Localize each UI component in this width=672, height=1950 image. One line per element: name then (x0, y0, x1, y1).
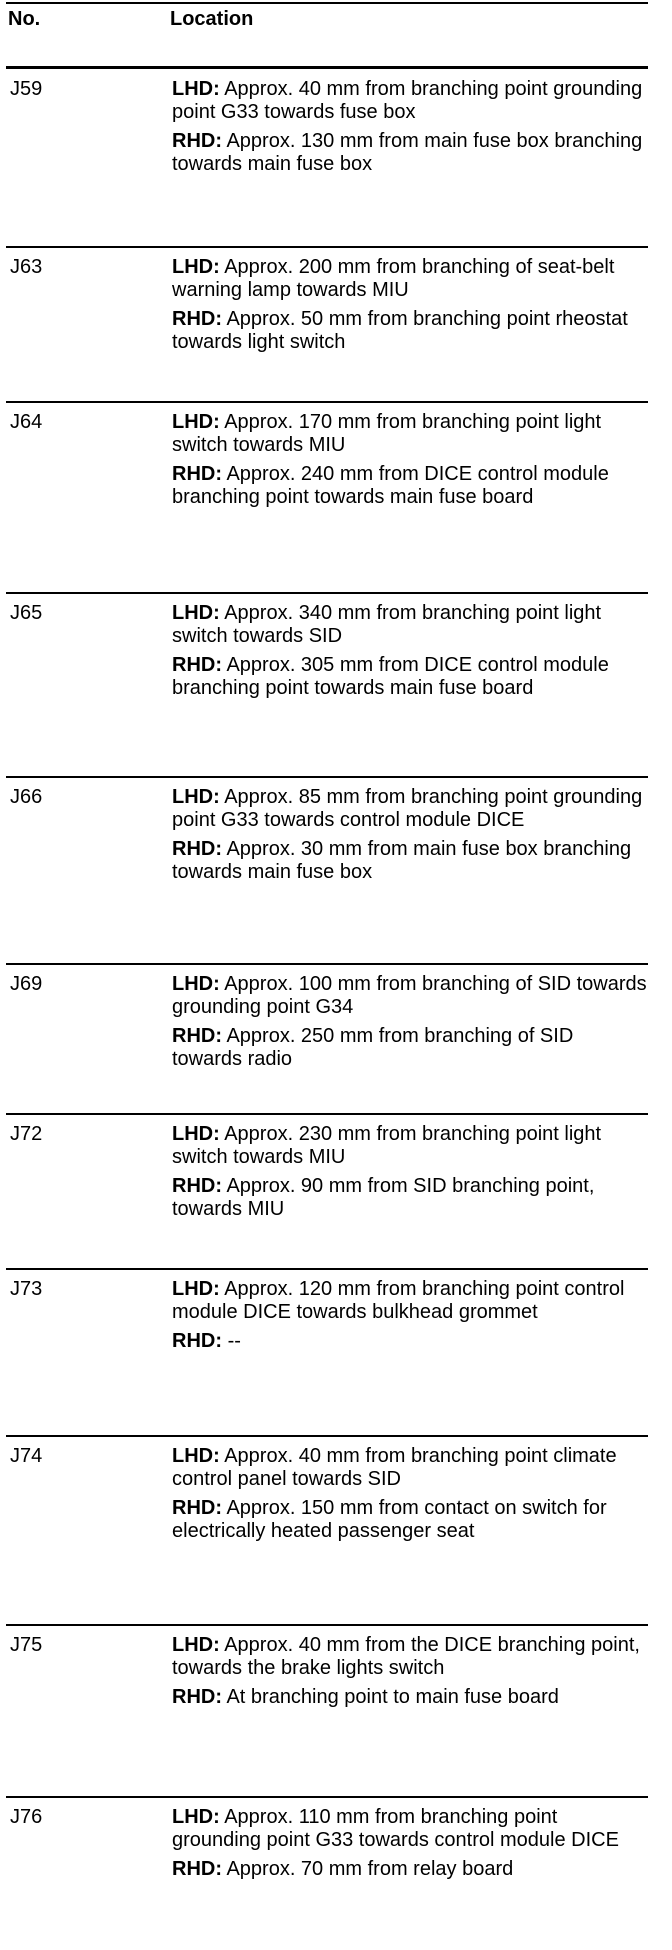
row-location (172, 602, 648, 706)
rhd-label: RHD: (172, 1330, 222, 1352)
lhd-label: LHD: (172, 602, 220, 624)
row-location (172, 1806, 648, 1887)
rhd-text: Approx. 150 mm from contact on switch for electrically heated passenger seat (172, 1497, 607, 1542)
rhd-description (172, 1686, 648, 1709)
row-number: J66 (10, 786, 43, 808)
lhd-text: Approx. 85 mm from branching point grounding point G33 towards control module DICE (172, 786, 643, 831)
lhd-label: LHD: (172, 411, 220, 433)
lhd-description (172, 1806, 648, 1852)
row-divider (6, 592, 648, 594)
row-location (172, 411, 648, 515)
rhd-description (172, 838, 648, 884)
rhd-description (172, 654, 648, 700)
row-number: J74 (10, 1445, 43, 1467)
row-number: J59 (10, 78, 43, 100)
rhd-text: Approx. 240 mm from DICE control module branching point towards main fuse board (172, 463, 609, 508)
row-number: J69 (10, 973, 43, 995)
lhd-description (172, 256, 648, 302)
rhd-description (172, 308, 648, 354)
row-number: J73 (10, 1278, 43, 1300)
row-location (172, 78, 648, 182)
row-divider (6, 963, 648, 965)
row-divider (6, 1796, 648, 1798)
lhd-text: Approx. 40 mm from the DICE branching point, towards the brake lights switch (172, 1634, 640, 1679)
lhd-text: Approx. 110 mm from branching point grounding point G33 towards control module DICE (172, 1806, 619, 1851)
lhd-label: LHD: (172, 256, 220, 278)
lhd-label: LHD: (172, 1123, 220, 1145)
rhd-label: RHD: (172, 1175, 222, 1197)
lhd-label: LHD: (172, 973, 220, 995)
rhd-description (172, 1175, 648, 1221)
row-location (172, 1123, 648, 1227)
header-bottom-rule (6, 66, 648, 69)
rhd-label: RHD: (172, 1497, 222, 1519)
lhd-description (172, 602, 648, 648)
lhd-description (172, 1278, 648, 1324)
row-number: J75 (10, 1634, 43, 1656)
row-divider (6, 246, 648, 248)
lhd-text: Approx. 340 mm from branching point light switch towards SID (172, 602, 602, 647)
rhd-description (172, 130, 648, 176)
row-number: J72 (10, 1123, 43, 1145)
row-divider (6, 1268, 648, 1270)
lhd-description (172, 1445, 648, 1491)
header-no: No. (8, 8, 41, 30)
row-location (172, 256, 648, 360)
rhd-label: RHD: (172, 654, 222, 676)
lhd-label: LHD: (172, 1634, 220, 1656)
rhd-label: RHD: (172, 1858, 222, 1880)
row-divider (6, 1113, 648, 1115)
lhd-text: Approx. 120 mm from branching point control module DICE towards bulkhead grommet (172, 1278, 625, 1323)
lhd-description (172, 411, 648, 457)
rhd-text: Approx. 250 mm from branching of SID towards radio (172, 1025, 574, 1070)
row-divider (6, 401, 648, 403)
rhd-text: Approx. 50 mm from branching point rheostat towards light switch (172, 308, 628, 353)
lhd-text: Approx. 40 mm from branching point grounding point G33 towards fuse box (172, 78, 643, 123)
lhd-label: LHD: (172, 786, 220, 808)
rhd-description (172, 1497, 648, 1543)
rhd-description (172, 463, 648, 509)
row-number: J76 (10, 1806, 43, 1828)
rhd-text: Approx. 70 mm from relay board (226, 1858, 514, 1880)
lhd-text: Approx. 230 mm from branching point light switch towards MIU (172, 1123, 602, 1168)
row-number: J65 (10, 602, 43, 624)
lhd-text: Approx. 40 mm from branching point climate control panel towards SID (172, 1445, 617, 1490)
rhd-text: Approx. 130 mm from main fuse box branching towards main fuse box (172, 130, 643, 175)
row-divider (6, 1624, 648, 1626)
rhd-description (172, 1858, 648, 1881)
rhd-label: RHD: (172, 130, 222, 152)
lhd-description (172, 1634, 648, 1680)
row-location (172, 1445, 648, 1549)
rhd-label: RHD: (172, 1025, 222, 1047)
lhd-label: LHD: (172, 78, 220, 100)
lhd-label: LHD: (172, 1445, 220, 1467)
row-divider (6, 1435, 648, 1437)
header-location: Location (170, 8, 254, 30)
rhd-label: RHD: (172, 463, 222, 485)
lhd-description (172, 1123, 648, 1169)
row-number: J64 (10, 411, 43, 433)
rhd-text: Approx. 305 mm from DICE control module branching point towards main fuse board (172, 654, 609, 699)
lhd-label: LHD: (172, 1278, 220, 1300)
lhd-description (172, 78, 648, 124)
rhd-label: RHD: (172, 838, 222, 860)
rhd-text: -- (227, 1330, 241, 1352)
rhd-text: Approx. 30 mm from main fuse box branching towards main fuse box (172, 838, 632, 883)
row-number: J63 (10, 256, 43, 278)
row-location (172, 786, 648, 890)
rhd-label: RHD: (172, 1686, 222, 1708)
lhd-text: Approx. 100 mm from branching of SID towards grounding point G34 (172, 973, 647, 1018)
lhd-text: Approx. 200 mm from branching of seat-belt warning lamp towards MIU (172, 256, 615, 301)
lhd-label: LHD: (172, 1806, 220, 1828)
lhd-text: Approx. 170 mm from branching point light switch towards MIU (172, 411, 602, 456)
table-header (0, 4, 650, 64)
rhd-text: At branching point to main fuse board (226, 1686, 559, 1708)
rhd-text: Approx. 90 mm from SID branching point, towards MIU (172, 1175, 595, 1220)
row-divider (6, 776, 648, 778)
rhd-label: RHD: (172, 308, 222, 330)
row-location (172, 1278, 648, 1359)
rhd-description (172, 1330, 648, 1353)
row-location (172, 973, 648, 1077)
lhd-description (172, 786, 648, 832)
row-location (172, 1634, 648, 1715)
rhd-description (172, 1025, 648, 1071)
lhd-description (172, 973, 648, 1019)
